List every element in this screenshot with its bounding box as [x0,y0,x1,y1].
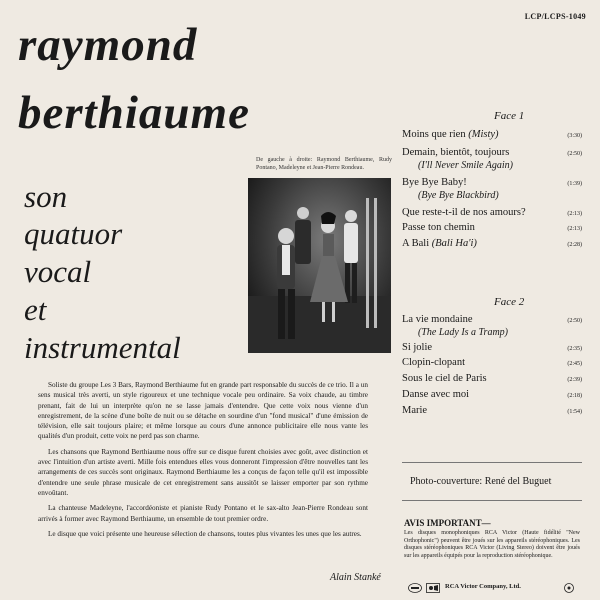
face-2-title: Face 2 [494,296,525,308]
track-face1-6: A Bali (Bali Ha'i) (2:28) [402,237,582,250]
track-face2-3: Clopin-clopant (2:45) [402,356,582,369]
subtitle-line: vocal [24,254,92,289]
track-face1-4: Que reste-t-il de nos amours? (2:13) [402,206,582,219]
liner-notes-paragraph: Les chansons que Raymond Berthiaume nous offre sur ce disque furent choisies avec goût, avec distinction et avec l'intuition d'un artiste averti. Mille fois entendues elles vous donneront l'impression d'être nouvelles tant les arrangements de ces succès sont originaux. Raymond Berthiaume les a conçus de façon telle qu'il est impossible d'entendre une seule phrase musicale de cet enregistrement sans aussitôt se laisser emporter par son rythme envoûtant. [38,447,368,497]
subtitle-line: instrumental [24,330,181,365]
track-duration: (1:39) [567,181,582,187]
track-duration: (3:30) [567,133,582,139]
track-duration: (2:45) [567,361,582,367]
rca-seal-icon [562,580,576,590]
track-face2-4: Sous le ciel de Paris (2:39) [402,372,582,385]
subtitle-line: quatuor [24,216,123,251]
group-photo [248,178,391,353]
catalog-number: LCP/LCPS-1049 [524,12,586,21]
rca-logo-icon [408,580,422,590]
photo-credit: Photo-couverture: René del Buguet [410,476,552,487]
liner-notes-paragraph: La chanteuse Madeleyne, l'accordéoniste et pianiste Rudy Pontano et le sax-alto Jean-Pierre Rondeau sont arrivés à former avec Raymond Berthiaume, un ensemble de tout premier ordre. [38,504,368,523]
track-duration: (1:54) [567,409,582,415]
liner-notes-paragraph: Le disque que voici présente une heureuse sélection de chansons, toutes plus vivantes les unes que les autres. [48,529,362,538]
liner-notes [38,380,368,544]
track-face2-2: Si jolie (2:35) [402,341,582,354]
track-face2-6: Marie (1:54) [402,404,582,417]
track-duration: (2:13) [567,211,582,217]
track-face1-1: Moins que rien (Misty) (3:30) [402,128,582,141]
track-duration: (2:50) [567,318,582,324]
divider [402,462,582,463]
photo-caption: De gauche à droite: Raymond Berthiaume, Rudy Pontano, Madeleyne et Jean-Pierre Rondeau. [256,157,392,171]
artist-last-name: berthiaume [18,87,250,139]
notice-title: AVIS IMPORTANT— [404,518,491,528]
track-duration: (2:39) [567,377,582,383]
track-face1-2: Demain, bientôt, toujours (I'll Never Smile Again) (2:50) [402,147,582,171]
divider [402,500,582,501]
track-face1-5: Passe ton chemin (2:13) [402,221,582,234]
track-duration: (2:13) [567,226,582,232]
track-duration: (2:35) [567,346,582,352]
face-1-title: Face 1 [494,110,525,122]
signature: Alain Stanké [330,572,381,583]
track-duration: (2:18) [567,393,582,399]
liner-notes-paragraph: Soliste du groupe Les 3 Bars, Raymond Berthiaume fut en grande part responsable du succès de ce trio. Il a un sens musical très averti, un style rigoureux et une technique vocale peu ordinaire. Sa voix chaude, au timbre prenant, fait de lui un interprète qu'on ne se lasse jamais d'entendre. Que cette voix nous vienne d'un enregistrement, de la scène d'une boîte de nuit ou se détache en sourdine d'un "fond musical" d'une émission de télévision, elle sait toujours plaire; et même lorsque au cours d'une annonce publicitaire elle nous vante les qualités d'un produit, cette voix ne perd pas son charme. [38,381,368,441]
track-duration: (2:50) [567,151,582,157]
subtitle-line: son [24,179,68,214]
label-company: RCA Victor Company, Ltd. [445,583,521,590]
nipper-logo-icon [426,580,440,590]
track-duration: (2:28) [567,242,582,248]
notice-text: Les disques monophoniques RCA Victor (Haute fidélité "New Orthophonic") peuvent être joués sur les appareils stéréophoniques. Les disques stéréophoniques RCA Victor (Living Stereo) doivent être joués sur les appareils équipés pour la reproduction stéréophonique. [404,530,580,559]
track-face2-1: La vie mondaine (The Lady Is a Tramp) (2:50) [402,314,582,338]
subtitle-line: et [24,292,47,327]
track-face2-5: Danse avec moi (2:18) [402,388,582,401]
track-face1-3: Bye Bye Baby! (Bye Bye Blackbird) (1:39) [402,177,582,201]
artist-first-name: raymond [18,19,198,71]
